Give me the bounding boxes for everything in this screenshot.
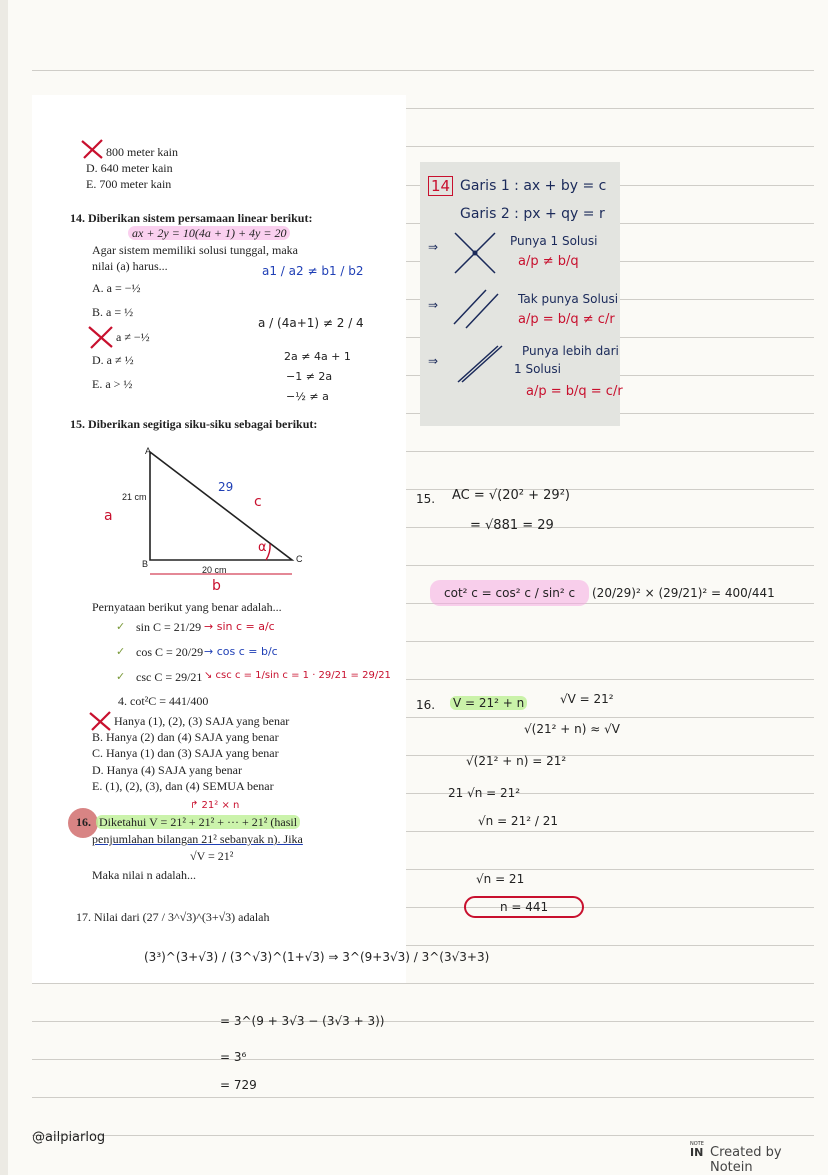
note-line-2: Garis 2 : px + qy = r — [460, 206, 605, 222]
cross-mark-icon — [86, 324, 116, 350]
q15-s1-note: → sin c = a/c — [204, 620, 275, 633]
q16-work-rootv: √V = 21² — [560, 692, 614, 706]
q16-work-num: 16. — [416, 698, 436, 712]
side-ab-label: 21 cm — [122, 492, 147, 502]
q15-stem: 15. Diberikan segitiga siku-siku sebagai berikut: — [70, 417, 318, 431]
q16-line1: Diketahui V = 21² + 21² + ··· + 21² (hasil — [96, 815, 300, 829]
coincident-lines-icon — [454, 342, 504, 386]
q15-work-ac1: AC = √(20² + 29²) — [452, 488, 570, 503]
note-solusi-2-eq: a/p = b/q ≠ c/r — [518, 312, 615, 327]
vertex-a: A — [145, 446, 152, 456]
q16-work-w4: √n = 21² / 21 — [478, 814, 558, 828]
q14-stem: 14. Diberikan sistem persamaan linear berikut: — [70, 211, 313, 225]
brand-note-label: NOTE — [690, 1141, 704, 1147]
q16-line2: penjumlahan bilangan 21² sebanyak n). Jika — [92, 832, 303, 846]
q15-work-cot: cot² c = cos² c / sin² c — [430, 580, 589, 606]
q17-work-1: (3³)^(3+√3) / (3^√3)^(1+√3) ⇒ 3^(9+3√3) / 3^(3√3+3) — [144, 950, 490, 964]
q14-equation: ax + 2y = 10(4a + 1) + 4y = 20 — [128, 226, 290, 240]
q16-work-v: V = 21² + n — [450, 696, 527, 710]
q14-line2: Agar sistem memiliki solusi tunggal, maka — [92, 243, 298, 257]
q16-line4: Maka nilai n adalah... — [92, 868, 196, 882]
q15-option-e: E. (1), (2), (3), dan (4) SEMUA benar — [92, 779, 274, 793]
hand-label-a: a — [104, 508, 113, 524]
note-photo — [420, 162, 623, 426]
q15-s3: csc C = 29/21 — [136, 670, 203, 684]
note-line-1: Garis 1 : ax + by = c — [460, 178, 607, 194]
q16-answer: n = 441 — [464, 896, 584, 918]
note-solusi-3b: 1 Solusi — [514, 362, 561, 376]
side-bc-label: 20 cm — [202, 565, 227, 575]
q14-work-step1: 2a ≠ 4a + 1 — [284, 350, 351, 363]
vertex-c: C — [296, 554, 303, 564]
cross-mark-icon — [88, 710, 114, 732]
q15-work-calc: (20/29)² × (29/21)² = 400/441 — [592, 586, 775, 600]
q17-stem: 17. Nilai dari (27 / 3^√3)^(3+√3) adalah — [76, 910, 270, 924]
q15-statement: Pernyataan berikut yang benar adalah... — [92, 600, 282, 614]
q15-s1: sin C = 21/29 — [136, 620, 202, 634]
q17-work-2: = 3^(9 + 3√3 − (3√3 + 3)) — [220, 1014, 385, 1028]
hyp-label: 29 — [218, 480, 234, 494]
q15-s2-note: → cos c = b/c — [204, 645, 278, 658]
q15-work-num: 15. — [416, 492, 436, 506]
q14-work-step2: −1 ≠ 2a — [286, 370, 333, 383]
arrow-icon: ⇒ — [428, 240, 439, 254]
q15-s4: 4. cot²C = 441/400 — [118, 694, 209, 708]
author-handle: @ailpiarlog — [32, 1130, 106, 1145]
q16-work-w5: √n = 21 — [476, 872, 525, 886]
parallel-lines-icon — [450, 284, 500, 330]
note-solusi-3-eq: a/p = b/q = c/r — [526, 384, 623, 399]
q13-option-e: E. 700 meter kain — [86, 177, 172, 191]
q15-option-c: C. Hanya (1) dan (3) SAJA yang benar — [92, 746, 279, 760]
note-solusi-1-eq: a/p ≠ b/q — [518, 254, 579, 269]
vertex-b: B — [142, 559, 149, 569]
arrow-icon: ⇒ — [428, 298, 439, 312]
q16-work-w1: √(21² + n) ≈ √V — [524, 722, 620, 736]
q16-work-w2: √(21² + n) = 21² — [466, 754, 567, 768]
q15-s2: cos C = 20/29 — [136, 645, 204, 659]
q13-option-c: 800 meter kain — [106, 145, 178, 159]
q17-work-4: = 729 — [220, 1078, 257, 1092]
q14-option-a: A. a = −½ — [92, 281, 141, 295]
cross-mark-icon — [80, 138, 106, 160]
q14-option-b: B. a = ½ — [92, 305, 134, 319]
q16-annotation: ↱ 21² × n — [190, 800, 240, 811]
q15-work-ac2: = √881 = 29 — [470, 518, 554, 533]
q16-line3: √V = 21² — [190, 849, 234, 863]
angle-alpha: α — [258, 540, 267, 555]
q14-work-rule: a1 / a2 ≠ b1 / b2 — [262, 264, 364, 278]
check-mark-icon: ✓ — [116, 645, 126, 658]
q15-option-a: Hanya (1), (2), (3) SAJA yang benar — [114, 714, 290, 728]
q14-option-c: a ≠ −½ — [116, 330, 150, 344]
q17-work-3: = 3⁶ — [220, 1050, 247, 1064]
arrow-icon: ⇒ — [428, 354, 439, 368]
note-solusi-3: Punya lebih dari — [522, 344, 619, 358]
q16-num: 16. — [76, 815, 91, 829]
q15-option-b: B. Hanya (2) dan (4) SAJA yang benar — [92, 730, 279, 744]
q14-option-d: D. a ≠ ½ — [92, 353, 134, 367]
intersecting-lines-icon — [450, 228, 500, 278]
q15-option-d: D. Hanya (4) SAJA yang benar — [92, 763, 242, 777]
note-solusi-1: Punya 1 Solusi — [510, 234, 598, 248]
hand-label-c: c — [254, 494, 262, 510]
q15-s3-note: ↘ csc c = 1/sin c = 1 · 29/21 = 29/21 — [204, 670, 391, 681]
q16-work-w3: 21 √n = 21² — [448, 786, 521, 800]
created-by-label: Created by Notein — [710, 1145, 782, 1175]
q14-line3: nilai (a) harus... — [92, 259, 168, 273]
brand-logo-icon: IN — [690, 1146, 704, 1159]
q14-option-e: E. a > ½ — [92, 377, 133, 391]
note-number: 14 — [428, 176, 453, 196]
hand-label-b: b — [212, 578, 221, 594]
q13-option-d: D. 640 meter kain — [86, 161, 173, 175]
check-mark-icon: ✓ — [116, 670, 126, 683]
q14-work-fraction: a / (4a+1) ≠ 2 / 4 — [258, 316, 364, 330]
q14-work-step3: −½ ≠ a — [286, 390, 329, 403]
check-mark-icon: ✓ — [116, 620, 126, 633]
note-solusi-2: Tak punya Solusi — [518, 292, 619, 306]
